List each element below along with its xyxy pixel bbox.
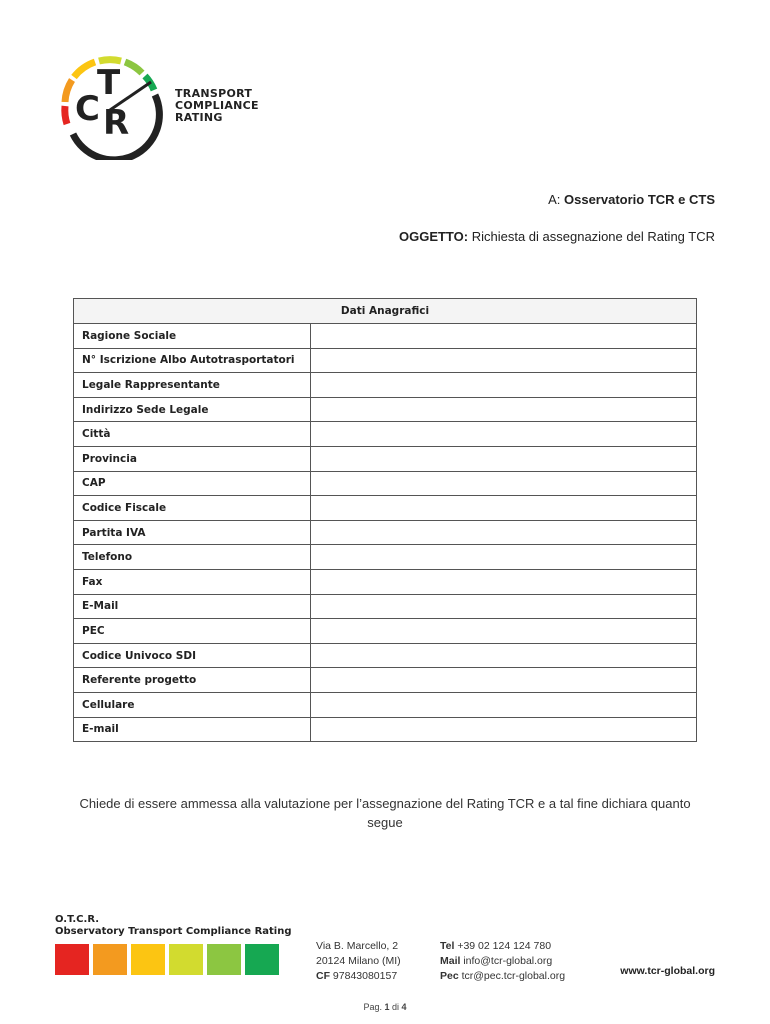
subject-line: [399, 229, 715, 244]
field-value[interactable]: [311, 348, 697, 373]
field-value[interactable]: [311, 668, 697, 693]
form-row: [74, 520, 697, 545]
registry-form-table: [73, 298, 697, 742]
field-label: CAP: [74, 471, 311, 496]
brand-line: TRANSPORT: [175, 87, 253, 100]
rating-bar: [169, 944, 203, 975]
form-row: [74, 619, 697, 644]
org-short: O.T.C.R.: [55, 914, 100, 925]
field-label: Città: [74, 422, 311, 447]
contact-mail: [440, 954, 565, 969]
page-current: 1: [384, 1002, 390, 1012]
form-row: [74, 446, 697, 471]
form-row: [74, 545, 697, 570]
form-body: [74, 324, 697, 742]
field-value[interactable]: [311, 545, 697, 570]
field-label: Referente progetto: [74, 668, 311, 693]
field-value[interactable]: [311, 373, 697, 398]
form-row: [74, 397, 697, 422]
form-row: [74, 643, 697, 668]
field-value[interactable]: [311, 619, 697, 644]
form-row: [74, 471, 697, 496]
address-city: 20124 Milano (MI): [316, 955, 401, 967]
field-value[interactable]: [311, 643, 697, 668]
tel-label: Tel: [440, 940, 455, 952]
org-full: Observatory Transport Compliance Rating: [55, 926, 292, 937]
field-label: N° Iscrizione Albo Autotrasportatori: [74, 348, 311, 373]
form-row: [74, 717, 697, 742]
svg-text:T: T: [97, 63, 121, 103]
recipient-name: Osservatorio TCR e CTS: [564, 192, 715, 207]
field-label: Cellulare: [74, 692, 311, 717]
form-row: [74, 569, 697, 594]
footer-org: [55, 914, 292, 938]
form-row: [74, 692, 697, 717]
field-label: PEC: [74, 619, 311, 644]
field-value[interactable]: [311, 446, 697, 471]
website-link[interactable]: www.tcr-global.org: [620, 965, 715, 977]
field-value[interactable]: [311, 496, 697, 521]
rating-bar: [207, 944, 241, 975]
field-value[interactable]: [311, 692, 697, 717]
cf-value: 97843080157: [332, 970, 398, 982]
page-total: 4: [401, 1002, 407, 1012]
mail-value: info@tcr-global.org: [463, 955, 553, 967]
field-label: Ragione Sociale: [74, 324, 311, 349]
footer-contacts: [440, 939, 565, 984]
rating-bar: [245, 944, 279, 975]
form-row: [74, 422, 697, 447]
form-row: [74, 324, 697, 349]
address-cf: [316, 969, 401, 984]
page-sep: di: [392, 1002, 400, 1012]
form-row: [74, 373, 697, 398]
form-header-row: [74, 299, 697, 324]
subject-text: Richiesta di assegnazione del Rating TCR: [471, 229, 715, 244]
field-label: E-Mail: [74, 594, 311, 619]
page-label: Pag.: [363, 1002, 382, 1012]
form-row: [74, 496, 697, 521]
field-label: E-mail: [74, 717, 311, 742]
field-value[interactable]: [311, 397, 697, 422]
field-value[interactable]: [311, 324, 697, 349]
svg-text:R: R: [103, 103, 130, 143]
field-label: Fax: [74, 569, 311, 594]
field-label: Codice Fiscale: [74, 496, 311, 521]
form-row: [74, 348, 697, 373]
field-value[interactable]: [311, 569, 697, 594]
pec-label: Pec: [440, 970, 459, 982]
field-label: Provincia: [74, 446, 311, 471]
field-label: Partita IVA: [74, 520, 311, 545]
recipient-line: [548, 192, 715, 207]
field-value[interactable]: [311, 520, 697, 545]
brand-name: [175, 88, 259, 124]
contact-pec: [440, 969, 565, 984]
footer-address: [316, 939, 401, 984]
field-label: Indirizzo Sede Legale: [74, 397, 311, 422]
field-value[interactable]: [311, 594, 697, 619]
field-value[interactable]: [311, 422, 697, 447]
cf-label: CF: [316, 970, 330, 982]
rating-bar: [131, 944, 165, 975]
form-row: [74, 668, 697, 693]
request-statement: Chiede di essere ammessa alla valutazione per l’assegnazione del Rating TCR e a tal fine dichiara quanto segue: [79, 796, 691, 830]
rating-bar: [55, 944, 89, 975]
field-label: Legale Rappresentante: [74, 373, 311, 398]
contact-tel: [440, 939, 565, 954]
field-label: Codice Univoco SDI: [74, 643, 311, 668]
mail-label: Mail: [440, 955, 461, 967]
page-number: [0, 1002, 770, 1012]
tcr-logo: [55, 50, 165, 160]
address-street: Via B. Marcello, 2: [316, 940, 399, 952]
field-value[interactable]: [311, 471, 697, 496]
field-label: Telefono: [74, 545, 311, 570]
recipient-prefix: A:: [548, 192, 561, 207]
rating-color-bars: [55, 944, 279, 975]
subject-label: OGGETTO:: [398, 229, 469, 244]
brand-line: RATING: [175, 111, 223, 124]
rating-bar: [93, 944, 127, 975]
brand-line: COMPLIANCE: [175, 99, 259, 112]
form-row: [74, 594, 697, 619]
pec-value: tcr@pec.tcr-global.org: [461, 970, 566, 982]
field-value[interactable]: [311, 717, 697, 742]
tel-value: +39 02 124 124 780: [457, 940, 552, 952]
form-title: Dati Anagrafici: [74, 299, 697, 324]
svg-text:C: C: [75, 89, 100, 129]
